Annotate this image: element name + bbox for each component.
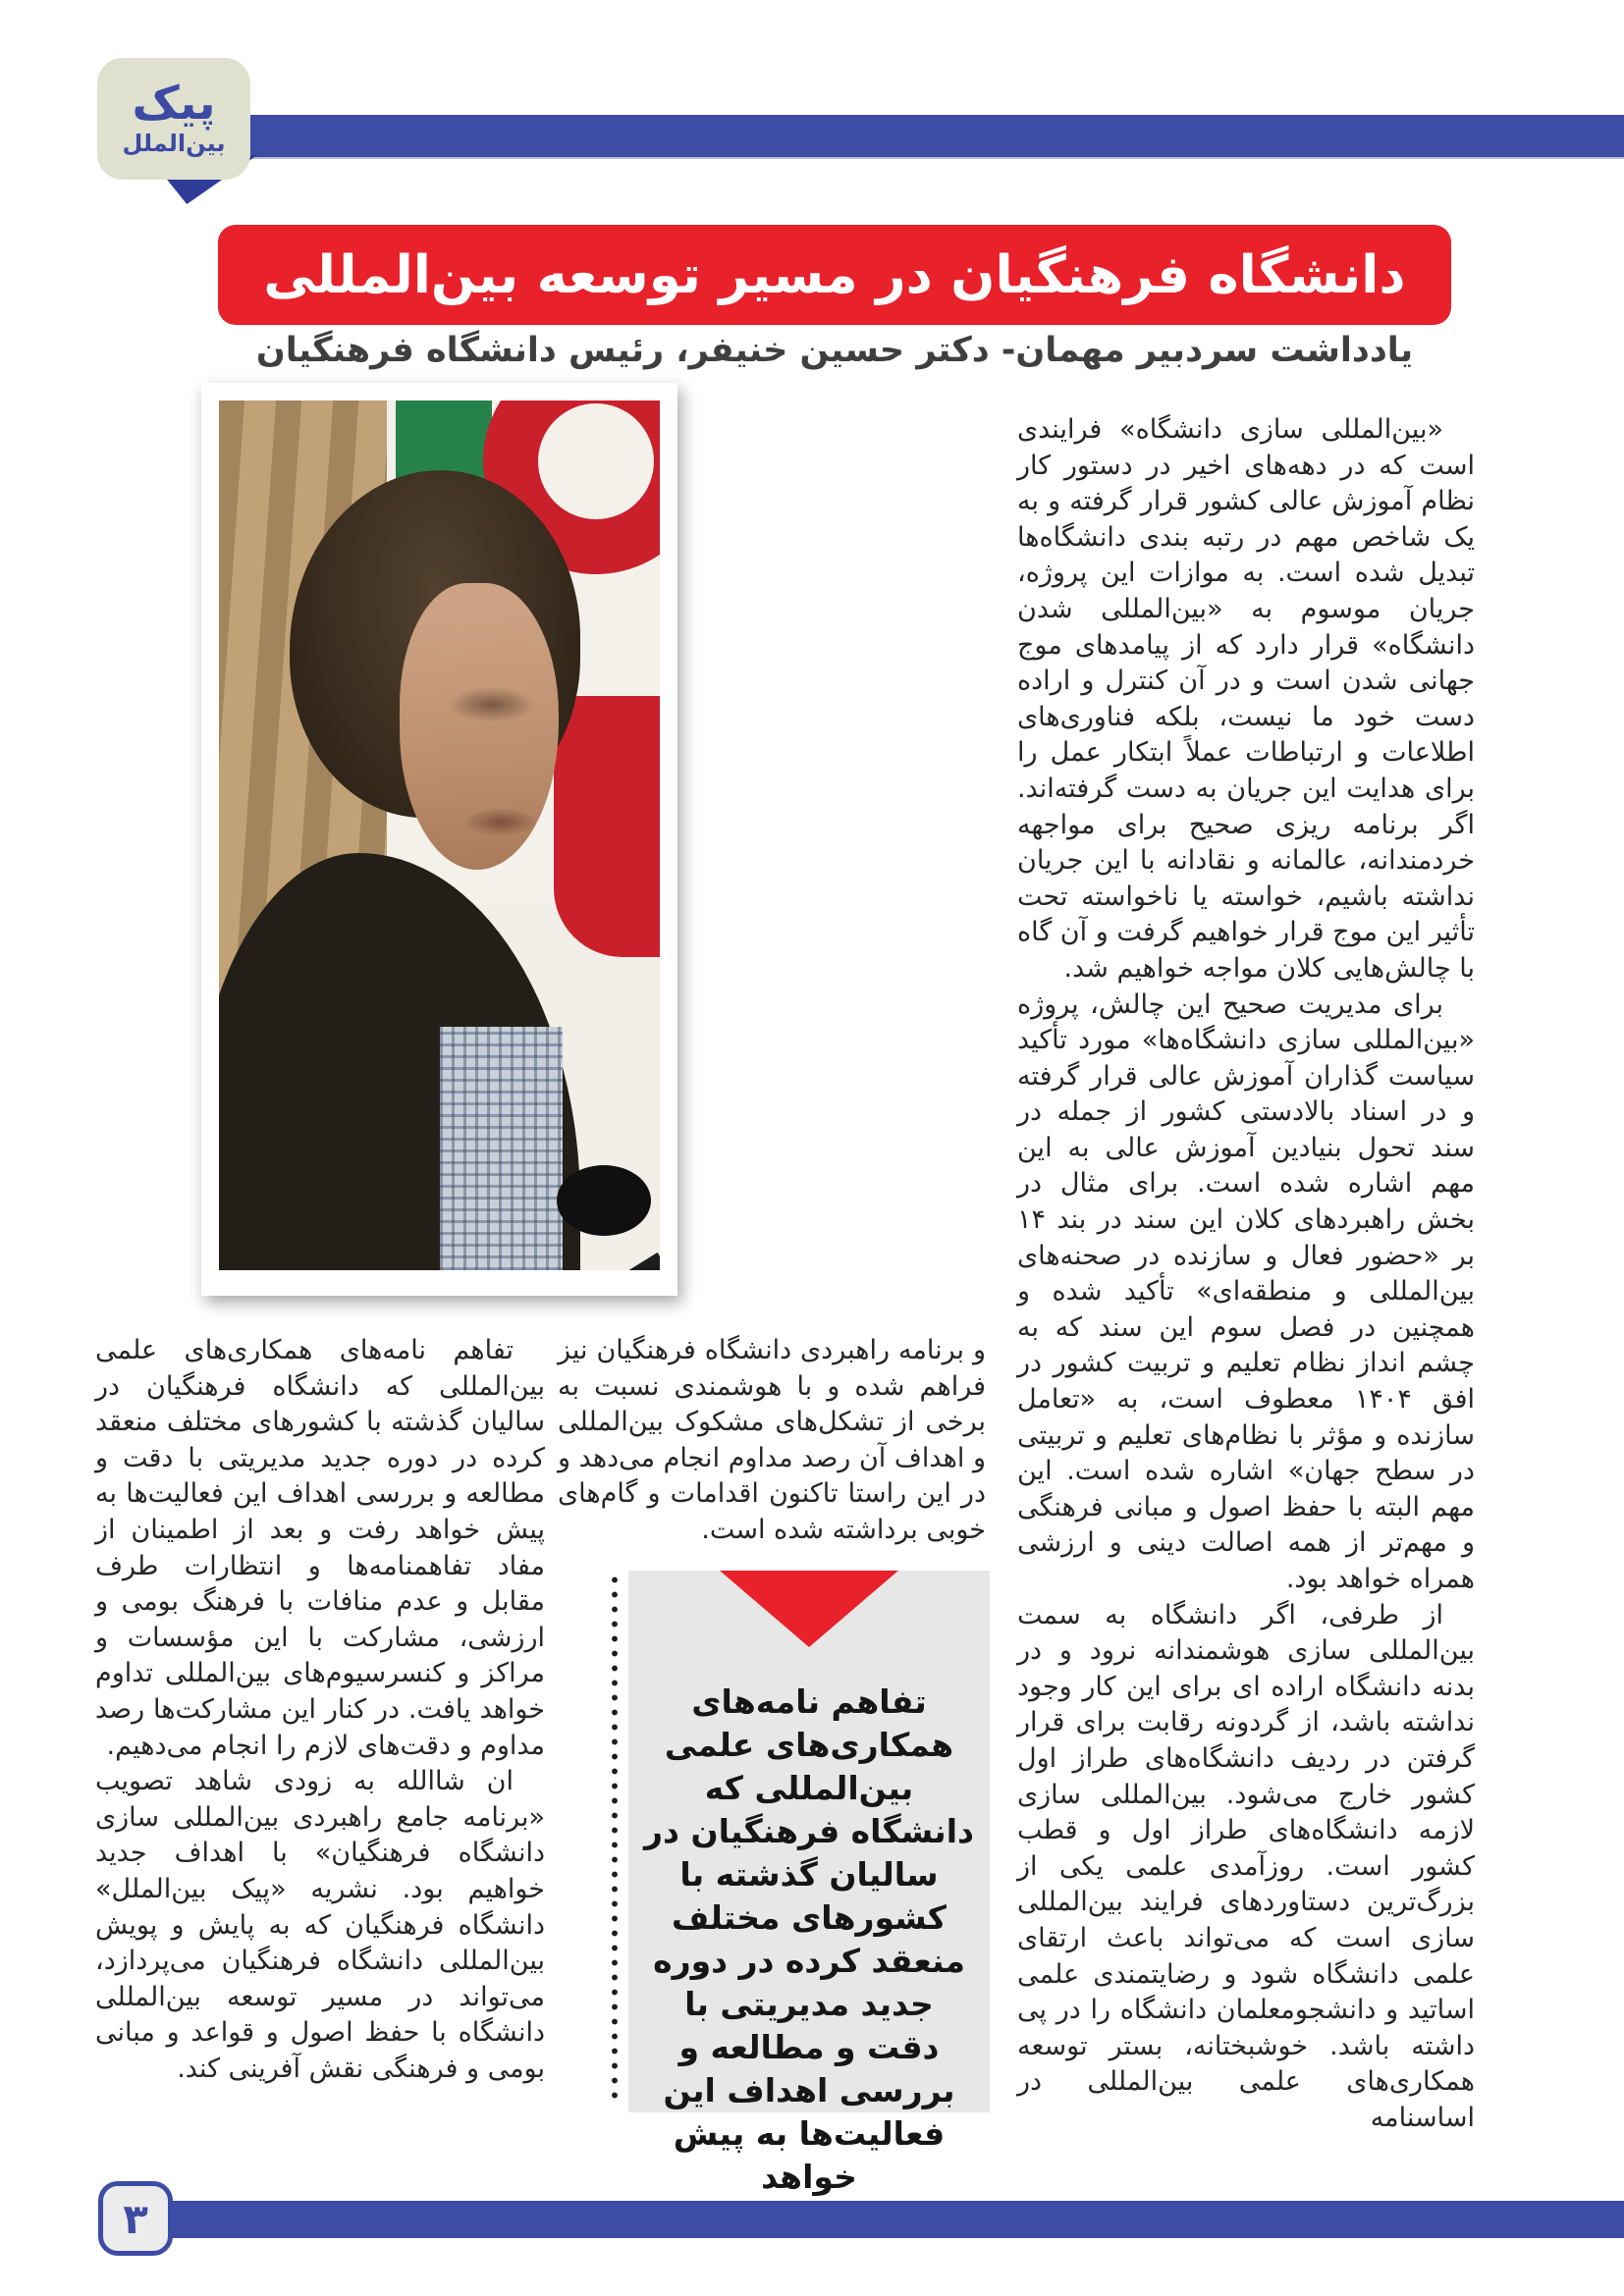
- man-brow-shadow: [448, 687, 536, 721]
- page-number-badge: [98, 2181, 173, 2256]
- article-paragraph: برای مدیریت صحیح این چالش، پروژه «بین‌المللی سازی دانشگاه‌ها» مورد تأکید سیاست گذاران آموزش عالی قرار گرفته و در اسناد بالادستی کشور از جمله در سند تحول بنیادین آموزش عالی به این مهم اشاره شده است. برای مثال در بخش راهبردهای کلان این سند در بند ۱۴ بر «حضور فعال و سازنده در صحنه‌های بین‌المللی و منطقه‌ای» تأکید شده و همچنین در فصل سوم این سند که به چشم انداز نظام تعلیم و تربیت کشور در افق ۱۴۰۴ معطوف است، به «تعامل سازنده و مؤثر با نظام‌های تعلیم و تربیتی در سطح جهان» اشاره شده است. این مهم البته با حفظ اصول و مبانی فرهنگی و مهم‌تر از همه اصالت دینی و ارزشی همراه خواهد بود.: [1017, 988, 1475, 1594]
- article-paragraph: ان شاالله به زودی شاهد تصویب «برنامه جامع راهبردی بین‌المللی سازی دانشگاه فرهنگیان» با اهداف جدید خواهیم بود. نشریه «پیک بین‌الملل» دانشگاه فرهنگیان که به پایش و پویش بین‌المللی دانشگاه فرهنگیان می‌پردازد، می‌تواند در مسیر توسعه بین‌المللی دانشگاه با حفظ اصول و قواعد و مبانی بومی و فرهنگی نقش آفرینی کند.: [95, 1766, 545, 2084]
- pull-quote-box: [628, 1571, 990, 2196]
- article-column-middle: [558, 1333, 986, 1549]
- man-checkered-shirt: [440, 1027, 564, 1270]
- headline-title: دانشگاه فرهنگیان در مسیر توسعه بین‌المللی: [263, 244, 1406, 305]
- flag-red-band: [554, 696, 660, 957]
- red-triangle-marker: [720, 1571, 898, 1647]
- portrait-photo: [201, 383, 677, 1296]
- page-number: ۳: [123, 2194, 148, 2243]
- top-blue-bar: [147, 115, 1624, 159]
- article-paragraph: تفاهم نامه‌های همکاری‌های علمی بین‌المللی که دانشگاه فرهنگیان در سالیان گذشته با کشورهای مختلف منعقد کرده در دوره جدید مدیریتی با دقت و مطالعه و بررسی اهداف این فعالیت‌ها به پیش خواهد رفت و بعد از اطمینان از مفاد تفاهمنامه‌ها و انتظارات طرف مقابل و عدم منافات با فرهنگ بومی و ارزشی، مشارکت با این مؤسسات و مراکز و کنسرسیوم‌های بین‌المللی تداوم خواهد یافت. در کنار این مشارکت‌ها رصد مداوم و دقت‌های لازم را انجام می‌دهیم.: [95, 1335, 545, 1761]
- article-column-right: [1017, 412, 1475, 2137]
- headline-banner: [218, 225, 1451, 325]
- footer-bar: [101, 2201, 1624, 2238]
- article-paragraph: و برنامه راهبردی دانشگاه فرهنگیان نیز فراهم شده و با هوشمندی نسبت به برخی از تشکل‌های مشکوک بین‌المللی و اهداف آن رصد مداوم انجام می‌دهد و در این راستا تاکنون اقدامات و گام‌های خوبی برداشته شده است.: [558, 1335, 986, 1545]
- article-column-left: [95, 1333, 545, 2087]
- article-paragraph: از طرفی، اگر دانشگاه به سمت بین‌المللی سازی هوشمندانه نرود و در بدنه دانشگاه اراده ای برای این کار وجود نداشته باشد، از گردونه رقابت برای قرار گرفتن در ردیف دانشگاه‌های طراز اول کشور خارج می‌شود. بین‌المللی سازی لازمه دانشگاه‌های طراز اول و قطب کشور است. روزآمدی علمی یکی از بزرگ‌ترین دستاوردهای فرایند بین‌المللی سازی است که می‌تواند باعث ارتقای علمی دانشگاه شود و رضایتمندی علمی اساتید و دانشجومعلمان دانشگاه را در پی داشته باشد. خوشبختانه، بستر توسعه همکاری‌های علمی بین‌المللی در اساسنامه: [1017, 1599, 1475, 2133]
- microphone-icon: [557, 1165, 651, 1236]
- magazine-logo: [97, 58, 250, 180]
- photo-scene: [219, 400, 660, 1270]
- pull-quote-text: تفاهم نامه‌های همکاری‌های علمی بین‌المللی که دانشگاه فرهنگیان در سالیان گذشته با کشورهای مختلف منعقد کرده در دوره جدید مدیریتی با دقت و مطالعه و بررسی اهداف این فعالیت‌ها به پیش خواهد: [644, 1682, 974, 2196]
- logo-subtitle: بین‌الملل: [122, 130, 226, 157]
- article-paragraph: «بین‌المللی سازی دانشگاه» فرایندی است که در دهه‌های اخیر در دستور کار نظام آموزش عالی کشور قرار گرفته و به یک شاخص مهم در رتبه بندی دانشگاه‌ها تبدیل شده است. به موازات این پروژه، جریان موسوم به «بین‌المللی شدن دانشگاه» قرار دارد که از پیامدهای موج جهانی شدن است و در آن کنترل و اراده دست خود ما نیست، بلکه فناوری‌های اطلاعات و ارتباطات عملاً ابتکار عمل را برای هدایت این جریان به دست گرفته‌اند. اگر برنامه ریزی صحیح برای مواجهه خردمندانه، عالمانه و نقادانه با این جریان نداشته باشیم، خواسته یا ناخواسته تحت تأثیر این موج قرار خواهیم گرفت و آن گاه با چالش‌هایی کلان مواجه خواهیم شد.: [1017, 414, 1475, 984]
- byline: یادداشت سردبیر مهمان- دکتر حسین خنیفر، رئیس دانشگاه فرهنگیان: [255, 331, 1414, 370]
- dotted-divider: [611, 1573, 619, 2103]
- man-mustache-shadow: [465, 809, 536, 835]
- logo-title: پیک: [132, 77, 216, 131]
